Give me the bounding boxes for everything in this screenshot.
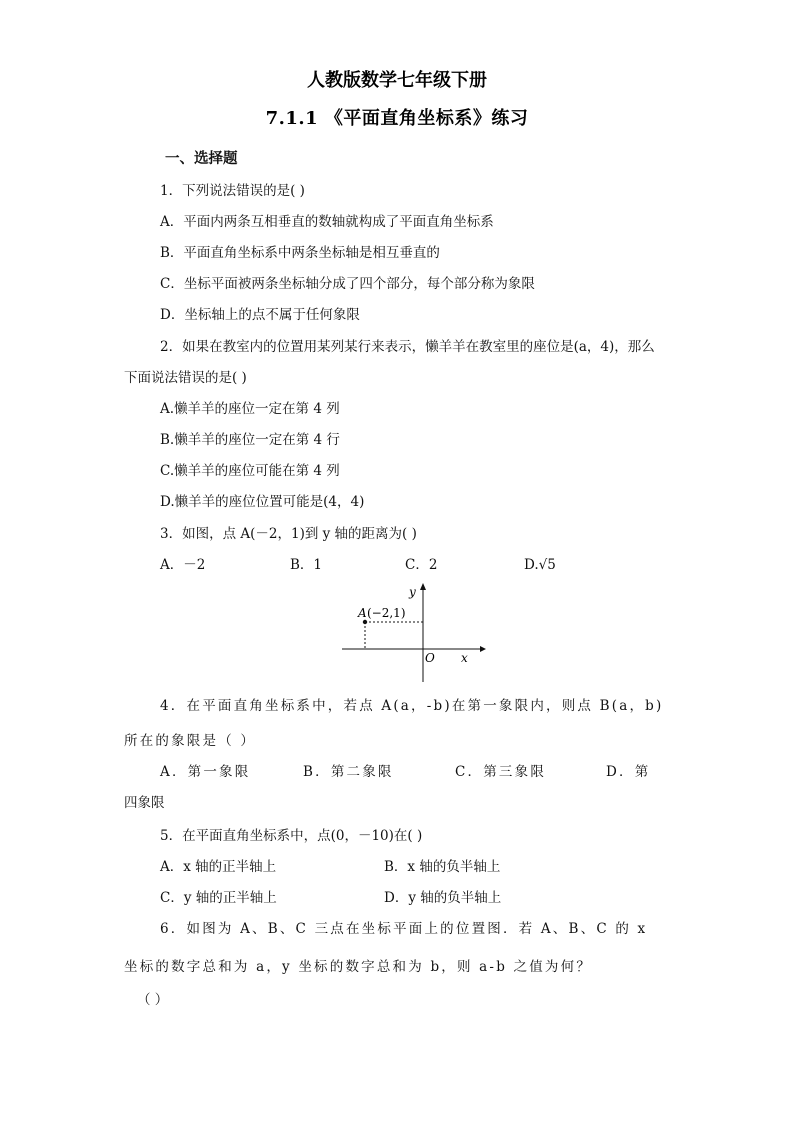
document-title: 人教版数学七年级下册	[307, 70, 487, 91]
x-axis-arrow-icon	[480, 646, 486, 652]
q2-option-c: C.懒羊羊的座位可能在第 4 列	[160, 463, 340, 479]
q1-option-b: B．平面直角坐标系中两条坐标轴是相互垂直的	[160, 245, 440, 261]
q4-option-d: D．第	[606, 764, 651, 780]
q1-option-d: D．坐标轴上的点不属于任何象限	[160, 307, 360, 323]
point-a-letter: A	[358, 606, 367, 620]
q2-option-b: B.懒羊羊的座位一定在第 4 行	[160, 432, 340, 448]
q4-stem-line2: 所在的象限是（ ）	[124, 733, 257, 749]
q3-option-d: D.√5	[524, 557, 556, 573]
q3-stem: 3．如图，点 A(－2，1)到 y 轴的距离为( )	[160, 526, 417, 542]
q5-stem: 5．在平面直角坐标系中，点(0，－10)在( )	[160, 828, 423, 844]
q3-option-c: C．2	[405, 557, 438, 573]
q4-option-a: A．第一象限	[160, 764, 251, 780]
q4-option-d-continued: 四象限	[124, 795, 165, 811]
q1-stem: 1．下列说法错误的是( )	[160, 183, 305, 199]
origin-label: O	[425, 651, 435, 665]
point-a-coords: (−2,1)	[367, 606, 406, 620]
x-axis-label: x	[461, 651, 468, 665]
q1-option-a: A．平面内两条互相垂直的数轴就构成了平面直角坐标系	[160, 214, 494, 230]
q6-stem-line3: （ ）	[137, 992, 169, 1008]
q3-coordinate-figure	[330, 578, 490, 688]
q5-option-c: C．y 轴的正半轴上	[160, 890, 277, 906]
q5-option-a: A．x 轴的正半轴上	[160, 859, 277, 875]
q5-option-d: D．y 轴的负半轴上	[384, 890, 502, 906]
q2-option-d: D.懒羊羊的座位位置可能是(4，4)	[160, 494, 365, 510]
q2-stem-line1: 2．如果在教室内的位置用某列某行来表示，懒羊羊在教室里的座位是(a，4)，那么	[160, 339, 655, 355]
point-a	[363, 620, 367, 624]
q4-option-b: B．第二象限	[303, 764, 394, 780]
q1-option-c: C．坐标平面被两条坐标轴分成了四个部分，每个部分称为象限	[160, 276, 535, 292]
q2-option-a: A.懒羊羊的座位一定在第 4 列	[160, 401, 340, 417]
q6-stem-line1: 6．如图为 A、B、C 三点在坐标平面上的位置图．若 A、B、C 的 x	[160, 921, 648, 937]
q3-option-a: A．－2	[160, 557, 206, 573]
q5-option-b: B．x 轴的负半轴上	[384, 859, 501, 875]
y-axis-arrow-icon	[420, 583, 426, 590]
section-heading: 一、选择题	[165, 150, 238, 167]
q6-stem-line2: 坐标的数字总和为 a，y 坐标的数字总和为 b，则 a-b 之值为何？	[124, 959, 593, 975]
y-axis-label: y	[409, 585, 416, 599]
q4-option-c: C．第三象限	[455, 764, 547, 780]
document-subtitle: 7.1.1 《平面直角坐标系》练习	[265, 108, 529, 129]
q4-stem-line1: 4．在平面直角坐标系中，若点 A(a，-b)在第一象限内，则点 B(a，b)	[160, 698, 664, 714]
q3-option-b: B．1	[290, 557, 323, 573]
q2-stem-line2: 下面说法错误的是( )	[124, 370, 247, 386]
